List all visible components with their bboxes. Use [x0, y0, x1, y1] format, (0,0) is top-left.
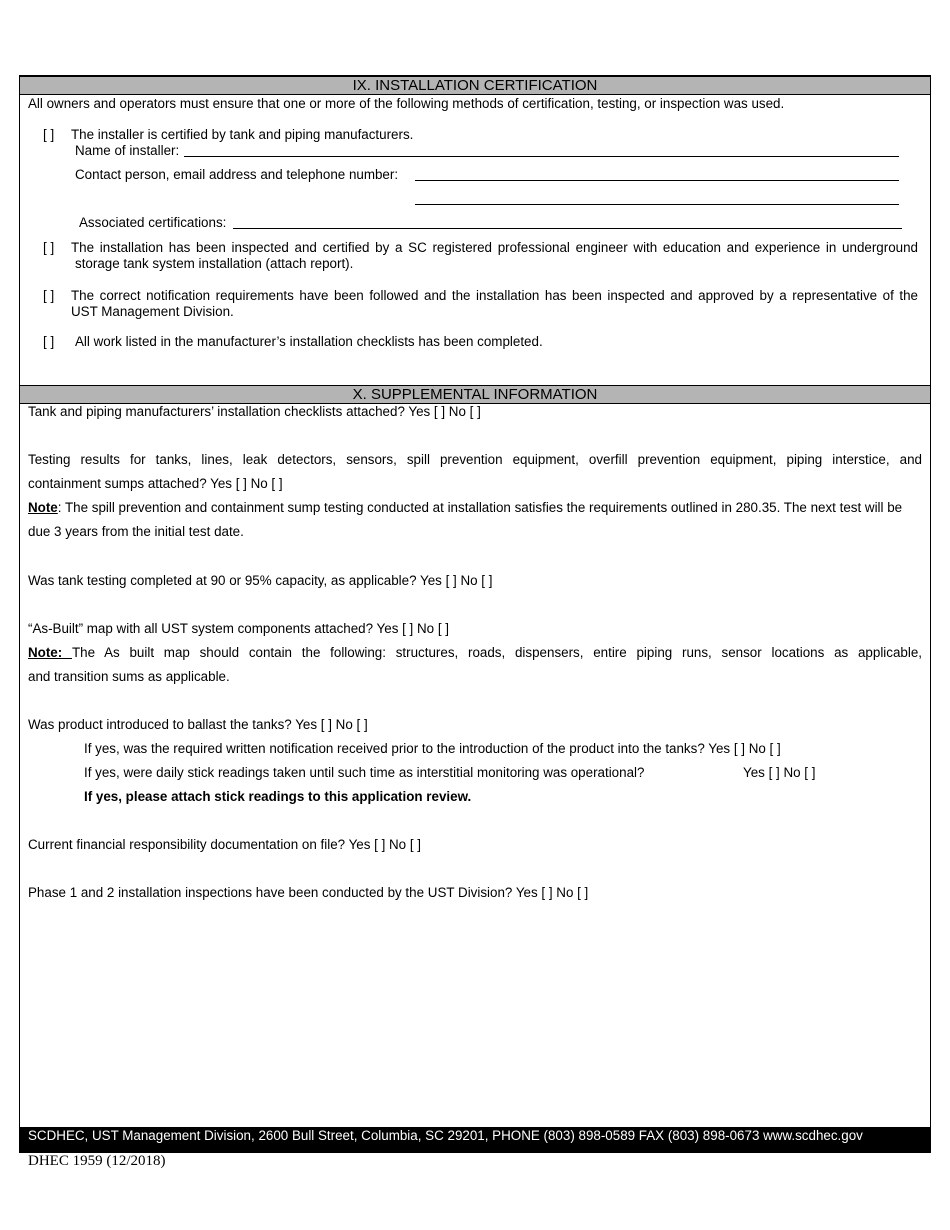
q-testing-results-line-2[interactable]: containment sumps attached? Yes [ ] No [ ]	[28, 476, 283, 491]
section-9-intro: All owners and operators must ensure that one or more of the following methods of certification, testing, or inspection was used.	[28, 96, 785, 111]
notification-approved-checkbox[interactable]: [ ]	[43, 288, 55, 303]
engineer-certified-line-1: The installation has been inspected and certified by a SC registered professional engineer with education and experience in underground	[71, 240, 918, 255]
form-sheet	[19, 75, 931, 1153]
q-financial-responsibility[interactable]: Current financial responsibility documentation on file? Yes [ ] No [ ]	[28, 837, 422, 852]
q-tank-testing-capacity[interactable]: Was tank testing completed at 90 or 95% capacity, as applicable? Yes [ ] No [ ]	[28, 573, 493, 588]
notification-approved-line-1: The correct notification requirements have been followed and the installation has been inspected and approved by a representative of the	[71, 288, 918, 303]
q-stick-readings-yes-no[interactable]: Yes [ ] No [ ]	[743, 765, 816, 780]
q-checklists-attached[interactable]: Tank and piping manufacturers’ installation checklists attached? Yes [ ] No [ ]	[28, 404, 481, 419]
note-as-built-line-2: and transition sums as applicable.	[28, 669, 230, 684]
contact-field[interactable]	[415, 180, 899, 181]
q-ballast-notification[interactable]: If yes, was the required written notification received prior to the introduction of the product into the tanks? Yes [ ] No [ ]	[84, 741, 781, 756]
note-label: Note:	[28, 645, 72, 660]
q-ballast-product[interactable]: Was product introduced to ballast the tanks? Yes [ ] No [ ]	[28, 717, 368, 732]
contact-label: Contact person, email address and telephone number:	[75, 167, 399, 182]
certifications-field[interactable]	[233, 228, 902, 229]
section-10-header: X. SUPPLEMENTAL INFORMATION	[20, 385, 930, 404]
stick-readings-instruction: If yes, please attach stick readings to this application review.	[84, 789, 472, 804]
note-as-built	[28, 645, 922, 661]
note-spill-text: : The spill prevention and containment sump testing conducted at installation satisfies the requirements outlined in 280.35. The next test will be	[57, 500, 903, 515]
q-as-built-map[interactable]: “As-Built” map with all UST system components attached? Yes [ ] No [ ]	[28, 621, 449, 636]
notification-approved-line-2: UST Management Division.	[71, 304, 234, 319]
q-stick-readings: If yes, were daily stick readings taken until such time as interstitial monitoring was operational?	[84, 765, 645, 780]
installer-certified-checkbox[interactable]: [ ]	[43, 127, 55, 142]
engineer-certified-line-2: storage tank system installation (attach report).	[75, 256, 354, 271]
note-label: Note	[28, 500, 58, 515]
note-spill-prevention	[28, 500, 922, 516]
footer-bar: SCDHEC, UST Management Division, 2600 Bull Street, Columbia, SC 29201, PHONE (803) 898-0589 FAX (803) 898-0673 www.scdhec.gov	[20, 1127, 930, 1153]
installer-certified-label: The installer is certified by tank and piping manufacturers.	[71, 127, 414, 142]
form-number: DHEC 1959 (12/2018)	[28, 1153, 166, 1169]
certifications-label: Associated certifications:	[79, 215, 227, 230]
q-phase-inspections[interactable]: Phase 1 and 2 installation inspections have been conducted by the UST Division? Yes [ ] No [ ]	[28, 885, 589, 900]
engineer-certified-checkbox[interactable]: [ ]	[43, 240, 55, 255]
installer-name-field[interactable]	[184, 156, 899, 157]
section-9-header: IX. INSTALLATION CERTIFICATION	[20, 76, 930, 95]
contact-field-line-2[interactable]	[415, 204, 899, 205]
checklists-completed-label: All work listed in the manufacturer’s installation checklists has been completed.	[75, 334, 543, 349]
installer-name-label: Name of installer:	[75, 143, 180, 158]
q-testing-results-line-1: Testing results for tanks, lines, leak detectors, sensors, spill prevention equipment, overfill prevention equipment, piping interstice, and	[28, 452, 922, 467]
note-as-built-text: The As built map should contain the following: structures, roads, dispensers, entire piping runs, sensor locations as applicable,	[71, 645, 923, 660]
note-spill-line-2: due 3 years from the initial test date.	[28, 524, 244, 539]
checklists-completed-checkbox[interactable]: [ ]	[43, 334, 55, 349]
